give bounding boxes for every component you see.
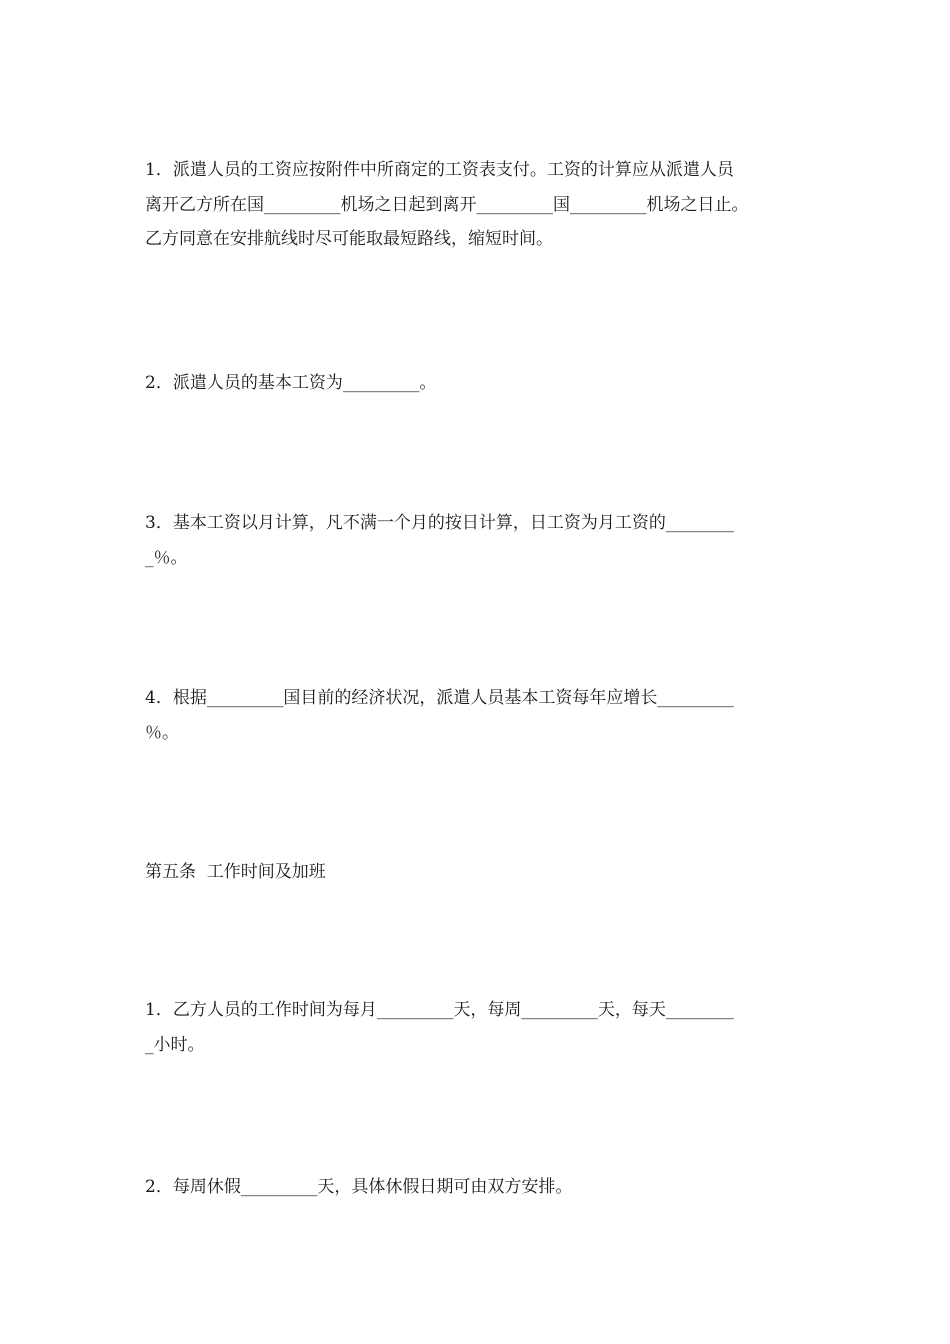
- text-line: 2．每周休假_________天，具体休假日期可由双方安排。: [145, 1177, 573, 1197]
- text-line: ％。: [145, 722, 179, 743]
- text-line: 乙方同意在安排航线时尽可能取最短路线，缩短时间。: [145, 229, 553, 249]
- text-line: 第五条 工作时间及加班: [145, 862, 326, 882]
- clause-4-item-2: [145, 366, 810, 401]
- text-line: 离开乙方所在国_________机场之日起到离开_________国_________机场之日止。: [145, 194, 749, 215]
- clause-4-item-1: [145, 153, 810, 257]
- text-line: 4．根据_________国目前的经济状况，派遣人员基本工资每年应增长_________: [145, 688, 734, 708]
- clause-5-item-1: [145, 993, 810, 1062]
- text-line: 1．派遣人员的工资应按附件中所商定的工资表支付。工资的计算应从派遣人员: [145, 160, 734, 180]
- text-line: 2．派遣人员的基本工资为_________。: [145, 373, 437, 393]
- clause-5-item-2: [145, 1170, 810, 1205]
- text-line: _小时。: [145, 1034, 205, 1055]
- text-line: 3．基本工资以月计算，凡不满一个月的按日计算，日工资为月工资的________: [145, 513, 734, 533]
- text-line: 1．乙方人员的工作时间为每月_________天，每周_________天，每天________: [145, 1000, 734, 1020]
- clause-5-heading: [145, 855, 810, 890]
- clause-4-item-3: [145, 506, 810, 575]
- clause-4-item-4: [145, 681, 810, 750]
- text-line: _％。: [145, 547, 188, 568]
